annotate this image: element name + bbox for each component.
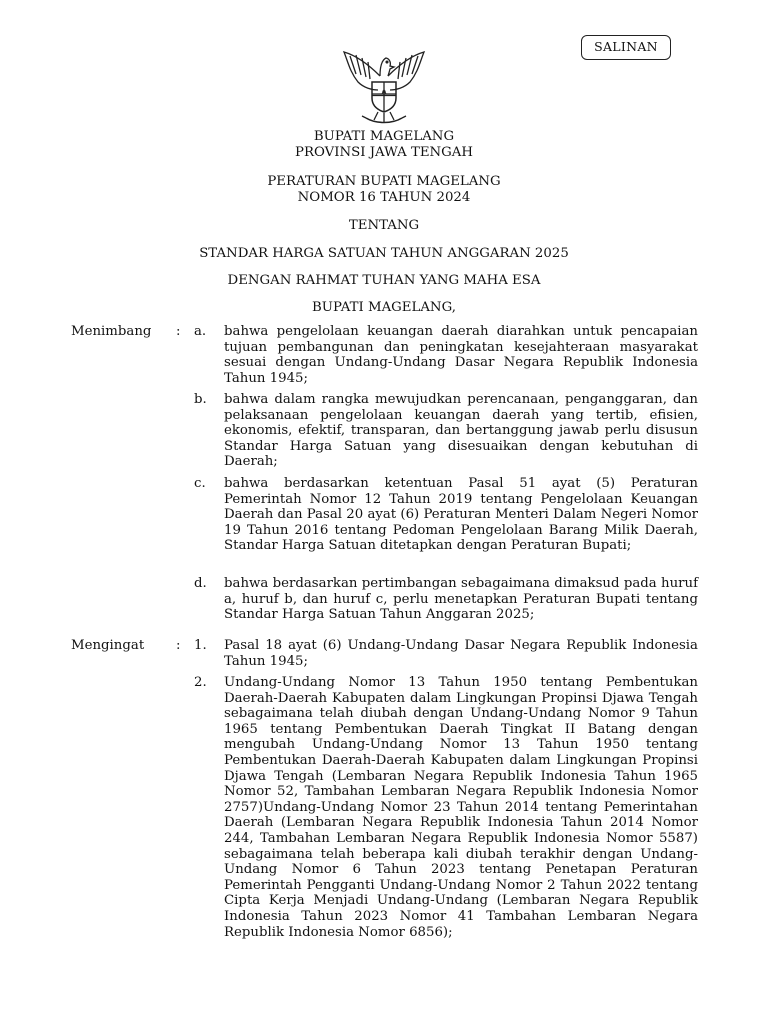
authority-line: BUPATI MAGELANG, (312, 300, 456, 315)
section-colon: : (176, 638, 181, 653)
section-label-mengingat: Mengingat (71, 638, 145, 653)
garuda-pancasila-emblem-icon (336, 46, 432, 126)
section-colon: : (176, 324, 181, 339)
item-marker: 2. (194, 675, 207, 690)
regulation-title: PERATURAN BUPATI MAGELANG (267, 174, 501, 189)
item-marker: d. (194, 576, 207, 591)
menimbang-item: bahwa pengelolaan keuangan daerah diarahkan untuk pencapaian tujuan pembangunan dan peningkatan kesejahteraan masyarakat sesuai dengan Undang-Undang Dasar Negara Republik Indonesia Tahun 1945; (224, 324, 698, 386)
menimbang-item: bahwa berdasarkan pertimbangan sebagaimana dimaksud pada huruf a, huruf b, dan huruf c, perlu menetapkan Peraturan Bupati tentang Standar Harga Satuan Tahun Anggaran 2025; (224, 576, 698, 623)
mengingat-item: Undang-Undang Nomor 13 Tahun 1950 tentang Pembentukan Daerah-Daerah Kabupaten dalam Lingkungan Propinsi Djawa Tengah sebagaimana telah diubah dengan Undang-Undang Nomor 9 Tahun 1965 tentang Pembentukan Daerah Tingkat II Batang dengan mengubah Undang-Undang Nomor 13 Tahun 1950 tentang Pembentukan Daerah-Daerah Kabupaten dalam Lingkungan Propinsi Djawa Tengah (Lembaran Negara Republik Indonesia Tahun 1965 Nomor 52, Tambahan Lembaran Negara Republik Indonesia Nomor 2757)Undang-Undang Nomor 23 Tahun 2014 tentang Pemerintahan Daerah (Lembaran Negara Republik Indonesia Tahun 2014 Nomor 244, Tambahan Lembaran Negara Republik Indonesia Nomor 5587) sebagaimana telah beberapa kali diubah terakhir dengan Undang-Undang Nomor 6 Tahun 2023 tentang Penetapan Peraturan Pemerintah Pengganti Undang-Undang Nomor 2 Tahun 2022 tentang Cipta Kerja Menjadi Undang-Undang (Lembaran Negara Republik Indonesia Tahun 2023 Nomor 41 Tambahan Lembaran Negara Republik Indonesia Nomor 6856); (224, 675, 698, 940)
item-marker: 1. (194, 638, 207, 653)
section-label-menimbang: Menimbang (71, 324, 152, 339)
mengingat-item: Pasal 18 ayat (6) Undang-Undang Dasar Negara Republik Indonesia Tahun 1945; (224, 638, 698, 669)
item-marker: b. (194, 392, 207, 407)
regulation-subject: STANDAR HARGA SATUAN TAHUN ANGGARAN 2025 (199, 246, 569, 261)
heading-regent: BUPATI MAGELANG (313, 129, 455, 144)
menimbang-item: bahwa berdasarkan ketentuan Pasal 51 ayat (5) Peraturan Pemerintah Nomor 12 Tahun 2019 tentang Pengelolaan Keuangan Daerah dan Pasal 20 ayat (6) Peraturan Menteri Dalam Negeri Nomor 19 Tahun 2016 tentang Pedoman Pengelolaan Barang Milik Daerah, Standar Harga Satuan ditetapkan dengan Peraturan Bupati; (224, 476, 698, 554)
item-marker: a. (194, 324, 207, 339)
item-marker: c. (194, 476, 206, 491)
heading-province: PROVINSI JAWA TENGAH (295, 145, 473, 160)
regulation-number: NOMOR 16 TAHUN 2024 (297, 190, 471, 205)
menimbang-item: bahwa dalam rangka mewujudkan perencanaan, penganggaran, dan pelaksanaan pengelolaan keuangan daerah yang tertib, efisien, ekonomis, efektif, transparan, dan bertanggung jawab perlu disusun Standar Harga Satuan yang disesuaikan dengan kebutuhan di Daerah; (224, 392, 698, 470)
salinan-stamp: SALINAN (581, 35, 671, 60)
blessing-line: DENGAN RAHMAT TUHAN YANG MAHA ESA (227, 273, 541, 288)
heading-tentang: TENTANG (348, 218, 420, 233)
